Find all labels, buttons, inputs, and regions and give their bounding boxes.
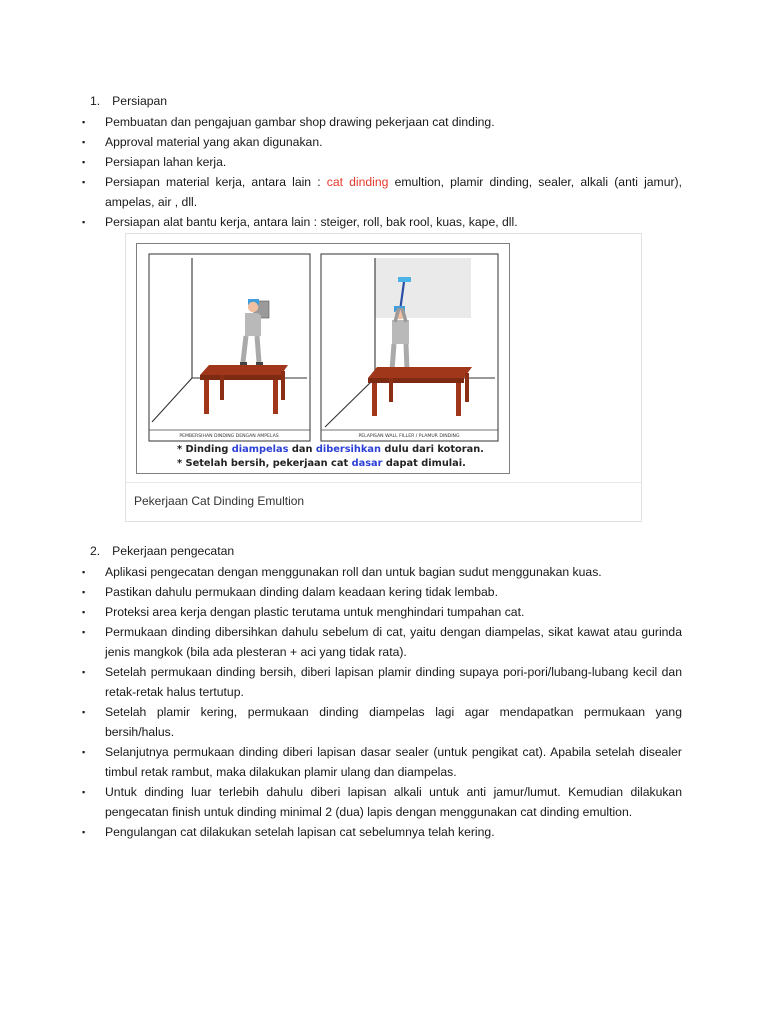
list-item: ▪ Permukaan dinding dibersihkan dahulu sebelum di cat, yaitu dengan diampelas, sikat kawat atau gurinda jenis mangkok (bila ada plesteran + aci yang tidak rata). (82, 622, 682, 662)
bullet-icon: ▪ (82, 137, 86, 147)
bullet-icon: ▪ (82, 177, 86, 187)
bullet-icon: ▪ (82, 667, 86, 677)
highlight-text: cat dinding (326, 175, 389, 189)
list-item: ▪ Selanjutnya permukaan dinding diberi lapisan dasar sealer (untuk pengikat cat). Apabila setelah disealer timbul retak rambut, maka dilakukan plamir ulang dan diampelas. (82, 742, 682, 782)
bullet-icon: ▪ (82, 567, 86, 577)
bullet-icon: ▪ (82, 587, 86, 597)
figure-note-1: * Dinding diampelas dan dibersihkan dulu dari kotoran. (177, 444, 484, 455)
list-item: ▪ Setelah plamir kering, permukaan dinding diampelas lagi agar mendapatkan permukaan yang bersih/halus. (82, 702, 682, 742)
bullet-icon: ▪ (82, 747, 86, 757)
bullet-icon: ▪ (82, 827, 86, 837)
list-item: ▪ Setelah permukaan dinding bersih, diberi lapisan plamir dinding supaya pori-pori/lubang-lubang kecil dan retak-retak halus tertutup. (82, 662, 682, 702)
bullet-icon: ▪ (82, 607, 86, 617)
panel-right (321, 254, 498, 441)
bullet-icon: ▪ (82, 787, 86, 797)
section-2-heading (90, 543, 234, 559)
bullet-icon: ▪ (82, 117, 86, 127)
list-item: ▪ Pengulangan cat dilakukan setelah lapisan cat sebelumnya telah kering. (82, 822, 682, 842)
section-2-list (82, 562, 682, 842)
section-2-number: 2. (90, 544, 101, 558)
bullet-icon: ▪ (82, 627, 86, 637)
section-1-title: Persiapan (112, 94, 168, 108)
bullet-icon: ▪ (82, 217, 86, 227)
figure-caption: Pekerjaan Cat Dinding Emultion (134, 494, 305, 508)
illustration-svg (137, 244, 509, 473)
list-item: ▪ Pastikan dahulu permukaan dinding dalam keadaan kering tidak lembab. (82, 582, 682, 602)
panel-left-label: PEMBERSIHAN DINDING DENGAN AMPELAS (179, 434, 279, 439)
list-item: ▪ Untuk dinding luar terlebih dahulu diberi lapisan alkali untuk anti jamur/lumut. Kemudian dilakukan pengecatan finish untuk dinding minimal 2 (dua) lapis dengan menggunakan cat dinding emultion. (82, 782, 682, 822)
panel-right-label: PELAPISAN WALL FILLER / PLAMUR DINDING (358, 434, 460, 439)
figure-illustration (136, 243, 510, 474)
list-item: ▪ Persiapan material kerja, antara lain : cat dinding emultion, plamir dinding, sealer, alkali (anti jamur), ampelas, air , dll. (82, 172, 682, 212)
list-item: ▪ Persiapan alat bantu kerja, antara lain : steiger, roll, bak rool, kuas, kape, dll. (82, 212, 682, 232)
list-item: ▪ Aplikasi pengecatan dengan menggunakan roll dan untuk bagian sudut menggunakan kuas. (82, 562, 682, 582)
figure-divider (126, 482, 641, 483)
section-1-heading (90, 93, 167, 109)
list-item: ▪ Approval material yang akan digunakan. (82, 132, 682, 152)
bullet-icon: ▪ (82, 157, 86, 167)
figure-container (125, 233, 642, 522)
section-1-list (82, 112, 682, 232)
list-item: ▪ Pembuatan dan pengajuan gambar shop drawing pekerjaan cat dinding. (82, 112, 682, 132)
section-1-number: 1. (90, 94, 101, 108)
section-2-title: Pekerjaan pengecatan (112, 544, 235, 558)
list-item: ▪ Proteksi area kerja dengan plastic terutama untuk menghindari tumpahan cat. (82, 602, 682, 622)
list-item: ▪ Persiapan lahan kerja. (82, 152, 682, 172)
panel-left (149, 254, 310, 441)
bullet-icon: ▪ (82, 707, 86, 717)
figure-note-2: * Setelah bersih, pekerjaan cat dasar dapat dimulai. (177, 458, 466, 469)
